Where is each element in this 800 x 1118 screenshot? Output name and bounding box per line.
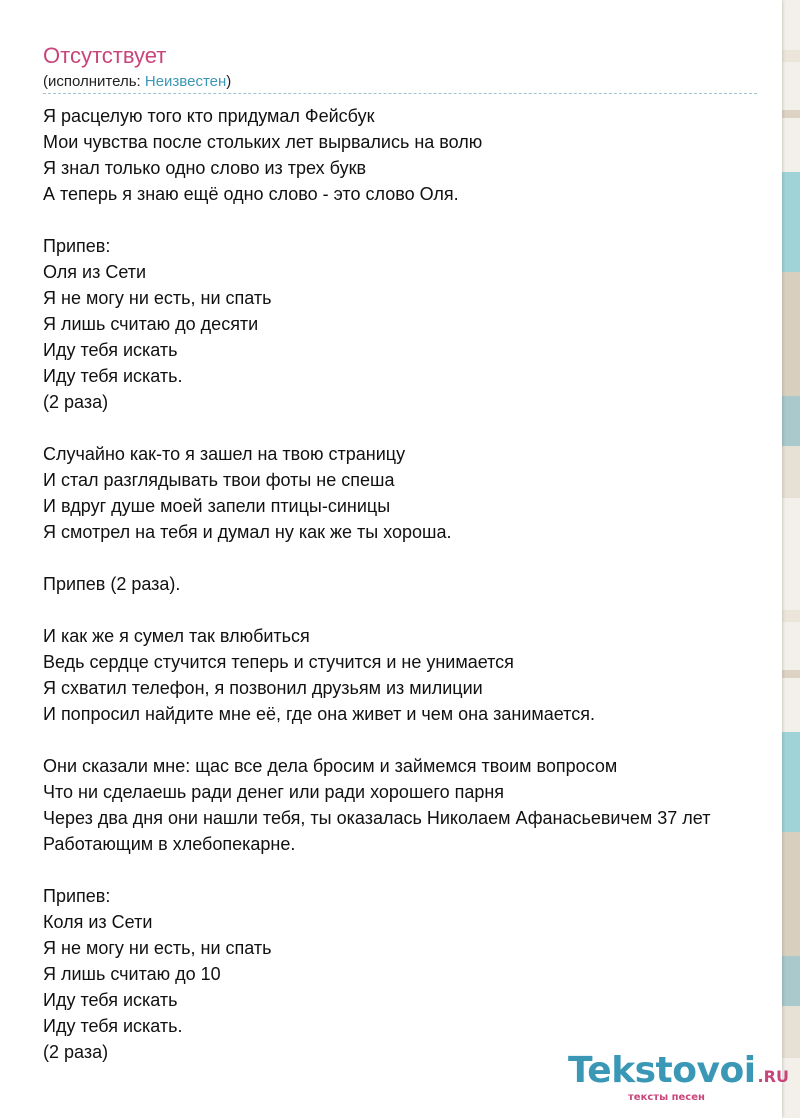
lyric-line: Я лишь считаю до 10: [43, 964, 221, 984]
lyric-line: Оля из Сети: [43, 262, 147, 282]
lyric-line: (2 раза): [43, 392, 109, 412]
lyric-line: Работающим в хлебопекарне.: [43, 834, 296, 854]
logo-tagline: тексты песен: [628, 1092, 705, 1103]
lyric-line: Коля из Сети: [43, 912, 153, 932]
artist-prefix: (исполнитель:: [43, 73, 145, 90]
lyric-line: Припев:: [43, 236, 111, 256]
lyric-line: Я лишь считаю до десяти: [43, 314, 259, 334]
lyric-line: Иду тебя искать.: [43, 1016, 183, 1036]
lyric-line: [43, 597, 782, 623]
lyric-line: А теперь я знаю ещё одно слово - это слово Оля.: [43, 184, 459, 204]
song-title: Отсутствует: [43, 43, 167, 68]
logo-name: Tekstovoi: [568, 1050, 756, 1091]
lyric-line: И как же я сумел так влюбиться: [43, 626, 310, 646]
lyric-line: [43, 415, 782, 441]
lyric-line: Иду тебя искать: [43, 990, 178, 1010]
lyric-line: Я знал только одно слово из трех букв: [43, 158, 367, 178]
lyric-line: Припев:: [43, 886, 111, 906]
lyric-line: Случайно как-то я зашел на твою страницу: [43, 444, 406, 464]
lyric-line: Ведь сердце стучится теперь и стучится и не унимается: [43, 652, 514, 672]
lyric-line: Через два дня они нашли тебя, ты оказалась Николаем Афанасьевичем 37 лет: [43, 808, 711, 828]
lyric-line: Я расцелую того кто придумал Фейсбук: [43, 106, 375, 126]
lyric-line: [43, 545, 782, 571]
lyric-line: Я смотрел на тебя и думал ну как же ты хороша.: [43, 522, 452, 542]
lyric-line: И стал разглядывать твои фоты не спеша: [43, 470, 395, 490]
lyric-line: Они сказали мне: щас все дела бросим и займемся твоим вопросом: [43, 756, 618, 776]
lyric-line: Я не могу ни есть, ни спать: [43, 938, 272, 958]
lyric-line: (2 раза): [43, 1042, 109, 1062]
logo-tld: .RU: [757, 1067, 789, 1086]
lyric-line: [43, 727, 782, 753]
artist-line: [43, 73, 231, 90]
site-logo[interactable]: [568, 1050, 789, 1091]
title-divider: [43, 93, 757, 94]
lyric-line: И вдруг душе моей запели птицы-синицы: [43, 496, 391, 516]
artist-link[interactable]: Неизвестен: [144, 73, 227, 90]
lyric-line: Припев (2 раза).: [43, 574, 181, 594]
lyric-line: Я не могу ни есть, ни спать: [43, 288, 272, 308]
artist-suffix: ): [226, 73, 232, 90]
lyric-line: Иду тебя искать.: [43, 366, 183, 386]
lyric-line: Мои чувства после стольких лет вырвались на волю: [43, 132, 483, 152]
lyric-line: Я схватил телефон, я позвонил друзьям из милиции: [43, 678, 483, 698]
lyric-line: [43, 857, 782, 883]
lyric-line: Иду тебя искать: [43, 340, 178, 360]
lyric-line: [43, 207, 782, 233]
lyric-line: И попросил найдите мне её, где она живет и чем она занимается.: [43, 704, 595, 724]
lyrics-text: [43, 103, 782, 1065]
lyric-line: Что ни сделаешь ради денег или ради хорошего парня: [43, 782, 505, 802]
